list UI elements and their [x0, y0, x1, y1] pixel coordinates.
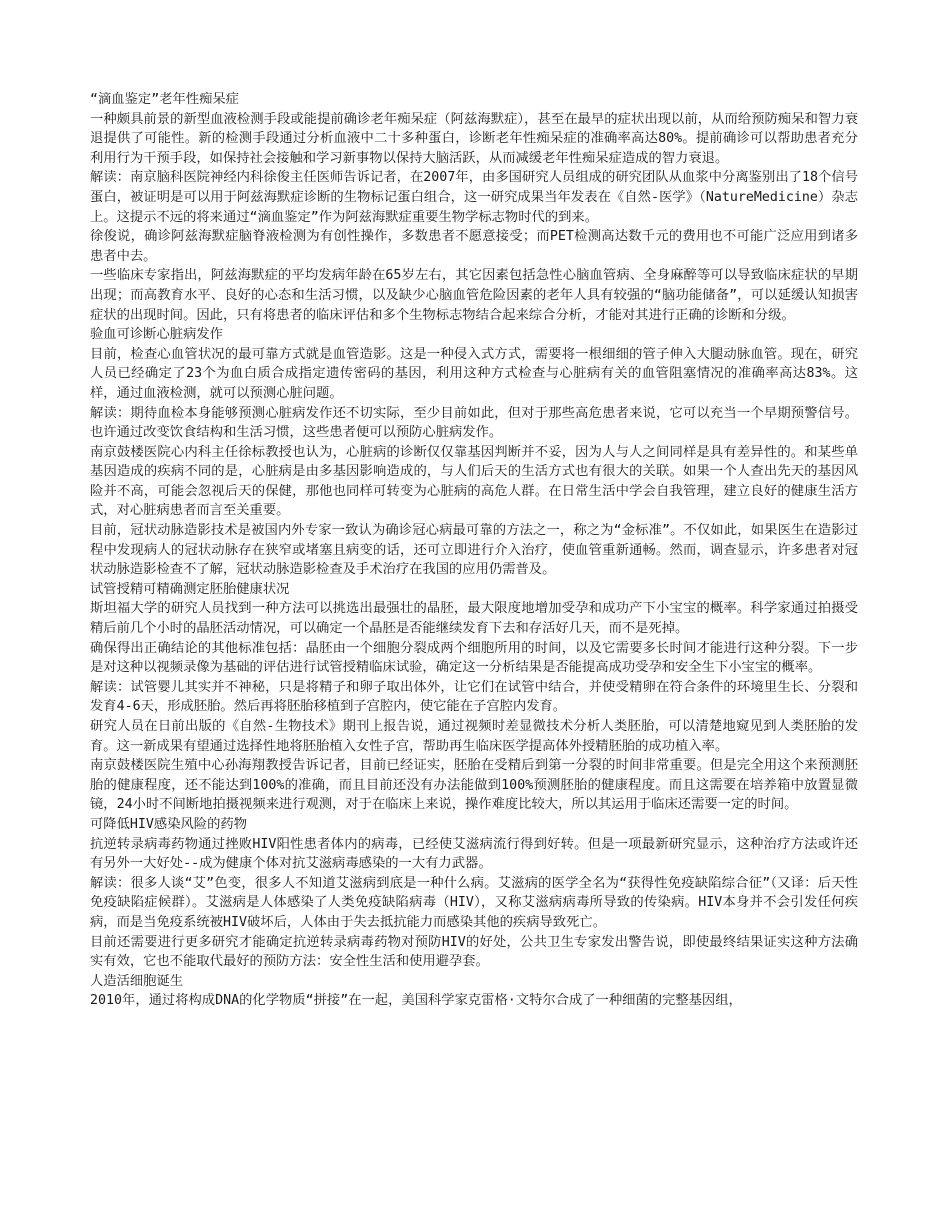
body-paragraph: 一种颇具前景的新型血液检测手段或能提前确诊老年痴呆症（阿兹海默症），甚至在最早的症状出现以前，从而给预防痴呆和智力衰退提供了可能性。新的检测手段通过分析血液中二十多种蛋白，诊断老年性痴呆症的准确率高达80%。提前确诊可以帮助患者充分利用行为干预手段，如保持社会接触和学习新事物以保持大脑活跃，从而减缓老年性痴呆症造成的智力衰退。 [90, 111, 858, 166]
body-paragraph: 2010年，通过将构成DNA的化学物质“拼接”在一起，美国科学家克雷格·文特尔合成了一种细菌的完整基因组， [90, 993, 742, 1009]
body-paragraph: 解读：南京脑科医院神经内科徐俊主任医师告诉记者，在2007年，由多国研究人员组成的研究团队从血浆中分离鉴别出了18个信号蛋白，被证明是可以用于阿兹海默症诊断的生物标记蛋白组合，这一研究成果当年发表在《自然-医学》（NatureMedicine）杂志上。这提示不远的将来通过“滴血鉴定”作为阿兹海默症重要生物学标志物时代的到来。 [90, 170, 858, 225]
body-paragraph: 确保得出正确结论的其他标准包括：晶胚由一个细胞分裂成两个细胞所用的时间，以及它需要多长时间才能进行这种分裂。下一步是对这种以视频录像为基础的评估进行试管授精临床试验，确定这一分析结果是否能提高成功受孕和安全生下小宝宝的概率。 [90, 640, 858, 676]
body-paragraph: 解读：试管婴儿其实并不神秘，只是将精子和卵子取出体外，让它们在试管中结合，并使受精卵在符合条件的环境里生长、分裂和发育4-6天，形成胚胎。然后再将胚胎移植到子宫腔内，使它能在子宫腔内发育。 [90, 679, 858, 715]
section-heading: 人造活细胞诞生 [90, 973, 184, 989]
body-paragraph: 斯坦福大学的研究人员找到一种方法可以挑选出最强壮的晶胚，最大限度地增加受孕和成功产下小宝宝的概率。科学家通过拍摄受精后前几个小时的晶胚活动情况，可以确定一个晶胚是否能继续发育下去和存活好几天，而不是死掉。 [90, 601, 858, 637]
document-body [90, 90, 858, 1011]
body-paragraph: 南京鼓楼医院心内科主任徐标教授也认为，心脏病的诊断仅仅靠基因判断并不妥，因为人与人之间同样是具有差异性的。和某些单基因造成的疾病不同的是，心脏病是由多基因影响造成的，与人们后天的生活方式也有很大的关联。如果一个人查出先天的基因风险并不高，可能会忽视后天的保健，那他也同样可转变为心脏病的高危人群。在日常生活中学会自我管理，建立良好的健康生活方式，对心脏病患者而言至关重要。 [90, 444, 858, 519]
body-paragraph: 目前还需要进行更多研究才能确定抗逆转录病毒药物对预防HIV的好处，公共卫生专家发出警告说，即使最终结果证实这种方法确实有效，它也不能取代最好的预防方法：安全性生活和使用避孕套。 [90, 934, 858, 970]
body-paragraph: 徐俊说，确诊阿兹海默症脑脊液检测为有创性操作，多数患者不愿意接受；而PET检测高达数千元的费用也不可能广泛应用到诸多患者中去。 [90, 229, 858, 264]
body-paragraph: 目前，冠状动脉造影技术是被国内外专家一致认为确诊冠心病最可靠的方法之一，称之为“金标准”。不仅如此，如果医生在造影过程中发现病人的冠状动脉存在狭窄或堵塞且病变的话，还可立即进行介入治疗，使血管重新通畅。然而，调查显示，许多患者对冠状动脉造影检查不了解，冠状动脉造影检查及手术治疗在我国的应用仍需普及。 [90, 523, 858, 578]
section-heading: 验血可诊断心脏病发作 [90, 327, 223, 343]
body-paragraph: 解读：很多人谈“艾”色变，很多人不知道艾滋病到底是一种什么病。艾滋病的医学全名为“获得性免疫缺陷综合征”（又译：后天性免疫缺陷症候群）。艾滋病是人体感染了人类免疫缺陷病毒（HIV），又称艾滋病病毒所导致的传染病。HIV本身并不会引发任何疾病，而是当免疫系统被HIV破坏后，人体由于失去抵抗能力而感染其他的疾病导致死亡。 [90, 875, 858, 930]
section-heading: 可降低HIV感染风险的药物 [90, 816, 247, 832]
section-heading: 试管授精可精确测定胚胎健康状况 [90, 581, 290, 597]
body-paragraph: 研究人员在日前出版的《自然-生物技术》期刊上报告说，通过视频时差显微技术分析人类胚胎，可以清楚地窥见到人类胚胎的发育。这一新成果有望通过选择性地将胚胎植入女性子宫，帮助再生临床医学提高体外授精胚胎的成功植入率。 [90, 719, 858, 754]
body-paragraph: 一些临床专家指出，阿兹海默症的平均发病年龄在65岁左右，其它因素包括急性心脑血管病、全身麻醉等可以导致临床症状的早期出现；而高教育水平、良好的心态和生活习惯，以及缺少心脑血管危险因素的老年人具有较强的“脑功能储备”，可以延缓认知损害症状的出现时间。因此，只有将患者的临床评估和多个生物标志物结合起来综合分析，才能对其进行正确的诊断和分级。 [90, 268, 858, 323]
body-paragraph: 目前，检查心血管状况的最可靠方式就是血管造影。这是一种侵入式方式，需要将一根细细的管子伸入大腿动脉血管。现在，研究人员已经确定了23个为血白质合成指定遗传密码的基因，利用这种方式检查与心脏病有关的血管阻塞情况的准确率高达83%。这样，通过血液检测，就可以预测心脏问题。 [90, 346, 858, 401]
body-paragraph: 抗逆转录病毒药物通过挫败HIV阳性患者体内的病毒，已经使艾滋病流行得到好转。但是一项最新研究显示，这种治疗方法或许还有另外一大好处--成为健康个体对抗艾滋病毒感染的一大有力武器。 [90, 836, 858, 872]
body-paragraph: 南京鼓楼医院生殖中心孙海翔教授告诉记者，目前已经证实，胚胎在受精后到第一分裂的时间非常重要。但是完全用这个来预测胚胎的健康程度，还不能达到100%的准确，而且目前还没有办法能做到100%预测胚胎的健康程度。而且这需要在培养箱中放置显微镜，24小时不间断地拍摄视频来进行观测，对于在临床上来说，操作难度比较大，所以其运用于临床还需要一定的时间。 [90, 758, 858, 813]
section-heading: “滴血鉴定”老年性痴呆症 [90, 92, 239, 107]
body-paragraph: 解读：期待血检本身能够预测心脏病发作还不切实际，至少目前如此，但对于那些高危患者来说，它可以充当一个早期预警信号。也许通过改变饮食结构和生活习惯，这些患者便可以预防心脏病发作。 [90, 405, 858, 441]
